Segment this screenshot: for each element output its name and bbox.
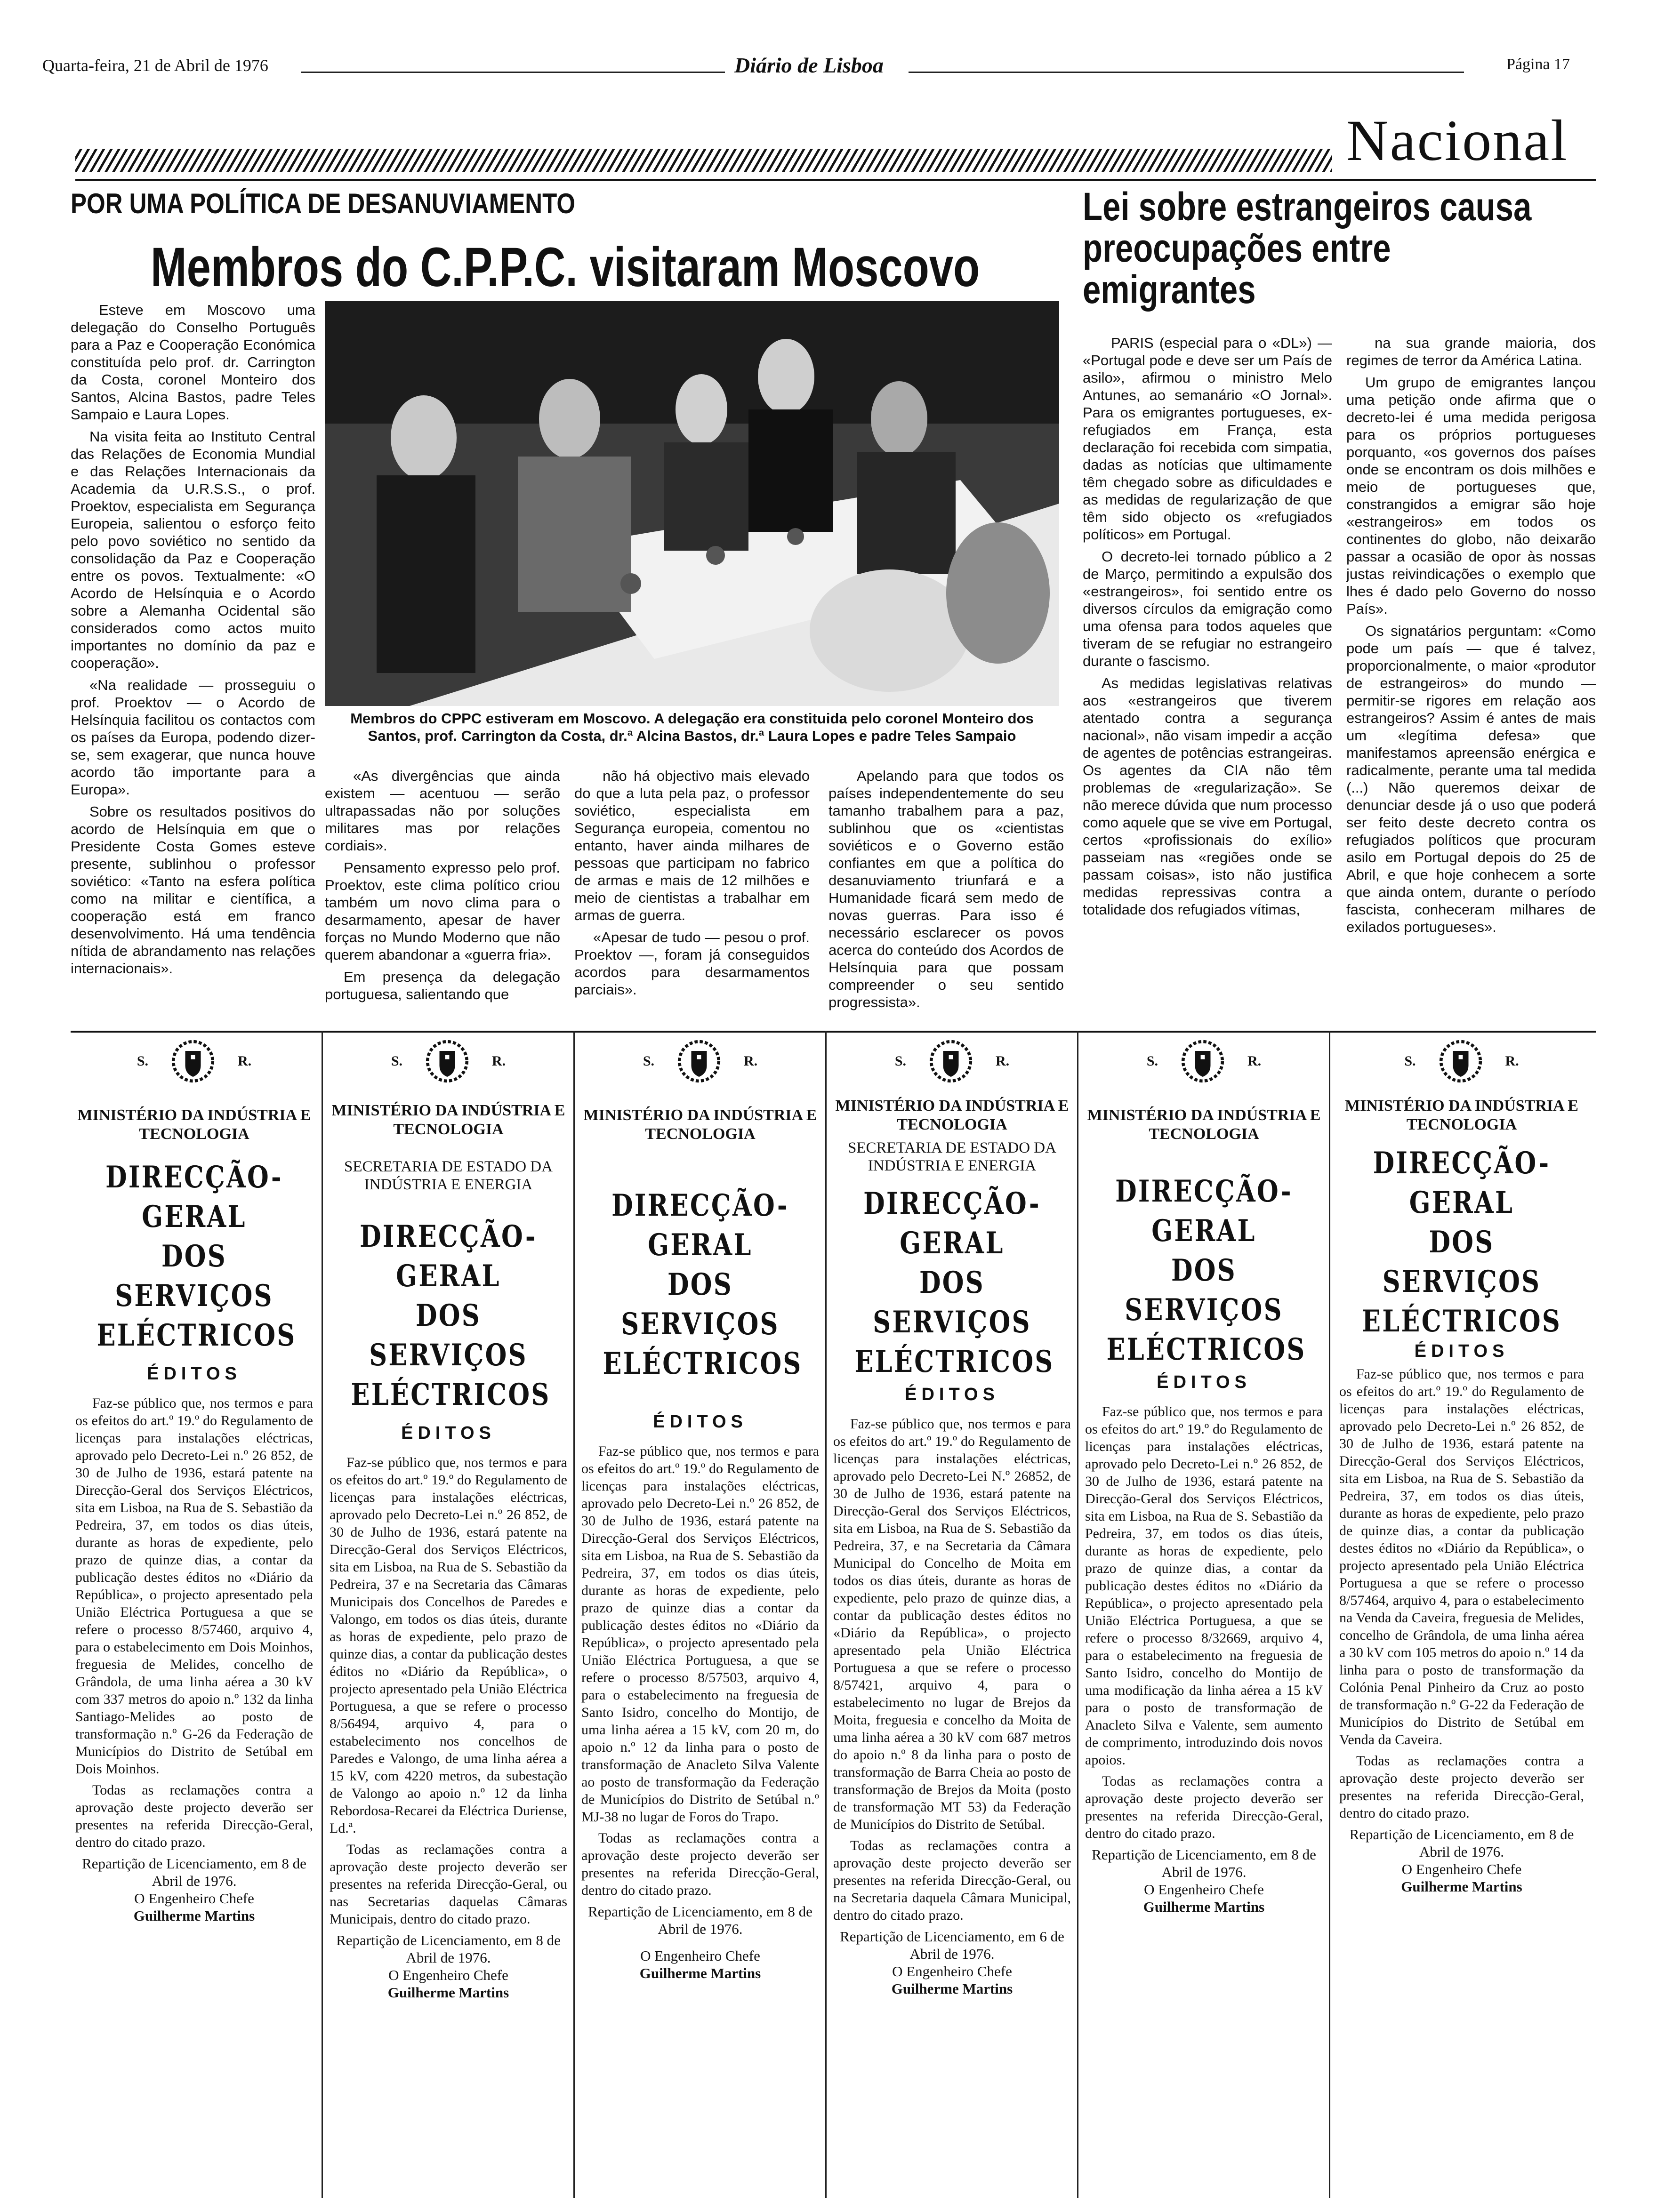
seal-letter-left: S. [391,1053,402,1069]
article2-paragraph: O decreto-lei tornado público a 2 de Março, permitindo a expulsão dos «estrangeiros», foi sentido entre os diversos círculos da emigração como uma ofensa para todos aqueles que tiveram de se refugiar no estrangeiro durante o fascismo. [1083,548,1332,669]
coat-of-arms-icon [421,1035,473,1087]
notices-rule [71,1031,1596,1033]
date-rule [301,72,725,73]
coat-of-arms-icon [1177,1035,1229,1087]
notice-divider [1077,1031,1078,2198]
notice-paragraph: Todas as reclamações contra a aprovação deste projecto deverão ser presentes na referida Direcção-Geral, dentro do citado prazo. [75,1782,313,1850]
notice-paragraph: Faz-se público que, nos termos e para os efeitos do art.º 19.º do Regulamento de licenças para instalações eléctricas, aprovado pelo Decreto-Lei n.º 26 852, de 30 de Julho de 1936, estará patente na Direcção-Geral dos Serviços Eléctricos, sita em Lisboa, na Rua de S. Sebastião da Pedreira, 37, em todos os dias úteis, durante as horas de expediente, pelo prazo de quinze dias, a contar da publicação destes éditos no «Diário da República», o projecto apresentado pela União Eléctrica Portuguesa a que se refere o processo 8/57460, arquivo 4, para o estabelecimento em Dois Moinhos, freguesia de Melides, concelho de Grândola, de uma linha aérea a 30 kV com 337 metros do apoio n.º 132 da linha Santiago-Melides ao posto de transformação n.º G-26 da Federação de Municípios do Distrito de Setúbal em Dois Moinhos. [75,1395,313,1777]
article2-column-2 [1346,334,1596,1035]
directorate-title-line: DIRECÇÃO-GERAL [611,1188,789,1263]
editos-heading: ÉDITOS [1157,1372,1251,1392]
state-seal [581,1035,819,1087]
page-number: Página 17 [1506,56,1570,73]
notice-paragraph: Todas as reclamações contra a aprovação deste projecto deverão ser presentes na referida Direcção-Geral, ou nas Secretarias daquelas Câmaras Municipais, dentro do citado prazo. [330,1842,567,1927]
article2-column-1 [1083,334,1332,1035]
signer-name: Guilherme Martins [133,1907,255,1924]
name-rule [909,72,1464,73]
notice-body [1085,1403,1323,1842]
directorate-title-line: DIRECÇÃO-GERAL [863,1186,1041,1261]
article1-paragraph: Sobre os resultados positivos do acordo de Helsínquia em que o Presidente Costa Gomes esteve presente, sublinhou o professor soviético: «Tanto na esfera política como na militar e científica, a cooperação está em franco desenvolvimento. Há uma tendência nítida de abrandamento nas relações internacionais». [71,803,315,977]
notice-divider [573,1031,575,2198]
coat-of-arms-icon [167,1035,219,1087]
signer-title: O Engenheiro Chefe [1401,1861,1522,1877]
notice-paragraph: Todas as reclamações contra a aprovação deste projecto deverão ser presentes na referida Direcção-Geral, dentro do citado prazo. [1339,1753,1584,1821]
ministry-name: MINISTÉRIO DA INDÚSTRIA E TECNOLOGIA [331,1102,565,1138]
seal-letter-left: S. [137,1053,148,1069]
notice-divider [825,1031,827,2198]
state-seal [75,1035,313,1087]
editos-heading: ÉDITOS [147,1364,241,1384]
delegation-photo [325,301,1059,706]
signer-title: O Engenheiro Chefe [640,1948,760,1964]
signer-name: Guilherme Martins [891,1980,1013,1997]
place-date: Repartição de Licenciamento, em 8 de Abril de 1976. [1349,1826,1574,1860]
article1-column-3 [574,767,810,1031]
article1-paragraph: «Apesar de tudo — pesou o prof. Proektov —, foram já conseguidos acordos para desarmamentos parciais». [574,929,810,998]
state-seal [330,1035,567,1087]
editos-heading: ÉDITOS [653,1412,748,1432]
notice-body [1339,1365,1584,1822]
state-seal [833,1035,1071,1087]
notice-paragraph: Todas as reclamações contra a aprovação deste projecto deverão ser presentes na referida Direcção-Geral, dentro do citado prazo. [1085,1773,1323,1841]
article1-paragraph: «As divergências que ainda existem — acentuou — serão ultrapassadas não por soluções militares mas por relações cordiais». [325,768,560,854]
signer-name: Guilherme Martins [387,1984,509,2001]
photo-caption: Membros do CPPC estiveram em Moscovo. A delegação era constituida pelo coronel Monteiro dos Santos, prof. Carrington da Costa, dr.ª Alcina Bastos, dr.ª Laura Lopes e padre Teles Sampaio [350,710,1034,744]
place-date: Repartição de Licenciamento, em 8 de Abril de 1976. [336,1932,561,1966]
directorate-title-line: DOS SERVIÇOS [1382,1225,1541,1299]
page-date: Quarta-feira, 21 de Abril de 1976 [42,56,268,75]
article1-paragraph: Na visita feita ao Instituto Central das Relações de Economia Mundial e das Relações Internacionais da Academia da U.R.S.S., o prof. Proektov, especialista em Segurança Europeia, salientou o esforço feito pelo povo soviético no sentido da consolidação da Paz e Cooperação entre os povos. Textualmente: «O Acordo de Helsínquia e o Acordo sobre a Alemanha Ocidental são considerados como actos muito importantes no domínio da paz e cooperação». [71,428,315,671]
place-date: Repartição de Licenciamento, em 8 de Abril de 1976. [588,1903,812,1937]
signer-title: O Engenheiro Chefe [892,1963,1012,1980]
article1-paragraph: Esteve em Moscovo uma delegação do Conselho Português para a Paz e Cooperação Económica constituída pelo prof. dr. Carrington da Costa, coronel Monteiro dos Santos, Alcina Bastos, padre Teles Sampaio e Laura Lopes. [71,302,315,423]
notice-paragraph: Faz-se público que, nos termos e para os efeitos do art.º 19.º do Regulamento de licenças para instalações eléctricas, aprovado pelo Decreto-Lei n.º 26 852, de 30 de Julho de 1936, estará patente na Direcção-Geral dos Serviços Eléctricos, sita em Lisboa, na Rua de S. Sebastião da Pedreira, 37 e na Secretaria das Câmaras Municipais dos Concelhos de Paredes e Valongo, em todos os dias úteis, durante as horas de expediente, pelo prazo de quinze dias, a contar da publicação destes éditos no «Diário da República», o projecto apresentado pela União Eléctrica Portuguesa, a que se refere o processo 8/56494, arquivo 4, para o estabelecimento nos concelhos de Paredes e Valongo, de uma linha aérea a 15 kV, com 4220 metros, da subestação de Valongo ao apoio n.º 12 da linha Rebordosa-Recarei da Eléctrica Duriense, Ld.ª. [330,1455,567,1836]
edict-notice-6 [1339,1035,1584,2203]
ministry-name: MINISTÉRIO DA INDÚSTRIA E TECNOLOGIA [583,1106,817,1143]
editos-heading: ÉDITOS [905,1385,999,1404]
place-date: Repartição de Licenciamento, em 6 de Abril de 1976. [840,1928,1064,1962]
ministry-name: MINISTÉRIO DA INDÚSTRIA E TECNOLOGIA [835,1097,1069,1133]
editos-heading: ÉDITOS [1414,1341,1509,1361]
article2-paragraph: na sua grande maioria, dos regimes de terror da América Latina. [1346,335,1596,369]
signer-title: O Engenheiro Chefe [1144,1881,1264,1898]
section-rule [75,179,1596,181]
coat-of-arms-icon [1435,1035,1487,1087]
notice-paragraph: Faz-se público que, nos termos e para os efeitos do art.º 19.º do Regulamento de licenças para instalações eléctricas, aprovado pelo Decreto-Lei n.º 26 852, de 30 de Julho de 1936, estará patente na Direcção-Geral dos Serviços Eléctricos, sita em Lisboa, na Rua de S. Sebastião da Pedreira, 37, em todos os dias úteis, durante as horas de expediente, pelo prazo de quinze dias, a contar da publicação destes éditos no «Diário da República», o projecto apresentado pela União Eléctrica Portuguesa, a que se refere o processo 8/32669, arquivo 4, para o estabelecimento na freguesia de Santo Isidro, concelho do Montijo de uma modificação da linha aérea a 15 kV para o posto de transformação de Anacleto Silva e Valente, sem aumento de comprimento, introduzindo dois novos apoios. [1085,1404,1323,1768]
seal-letter-left: S. [1146,1053,1158,1069]
signer-title: O Engenheiro Chefe [388,1967,508,1983]
seal-letter-right: R. [996,1053,1010,1069]
state-seal [1339,1035,1584,1087]
directorate-title-line: DOS SERVIÇOS [369,1298,528,1373]
directorate-title [1106,1172,1306,1370]
notice-divider [1329,1031,1330,2198]
notice-paragraph: Faz-se público que, nos termos e para os efeitos do art.º 19.º do Regulamento de licenças para instalações eléctricas, aprovado pelo Decreto-Lei N.º 26852, de 30 de Julho de 1936, estará patente na Direcção-Geral dos Serviços Eléctricos, sita em Lisboa, na Rua de S. Sebastião da Pedreira, 37, e na Secretaria da Câmara Municipal do Concelho de Moita em todos os dias úteis, durante as horas de expediente, pelo prazo de quinze dias, a contar da publicação destes éditos no «Diário da República», o projecto apresentado pela União Eléctrica Portuguesa a que se refere o processo 8/57421, arquivo 4, para o estabelecimento no lugar de Brejos da Moita, freguesia e concelho da Moita de uma linha aérea a 30 kV com 687 metros do apoio n.º 8 da linha para o posto de transformação de Barra Cheia ao posto de transformação de Brejos da Moita (posto de transformação MT 53) da Federação de Municípios do Distrito de Setúbal. [833,1416,1071,1832]
directorate-title-line: DIRECÇÃO-GERAL [1373,1146,1551,1220]
seal-letter-left: S. [1404,1053,1416,1069]
signer-name: Guilherme Martins [1143,1899,1265,1915]
state-seal [1085,1035,1323,1087]
seal-letter-left: S. [643,1053,654,1069]
ministry-name: MINISTÉRIO DA INDÚSTRIA E TECNOLOGIA [1087,1106,1321,1143]
signer-title: O Engenheiro Chefe [134,1890,254,1907]
article1-headline: Membros do C.P.P.C. visitaram Moscovo [151,236,980,298]
article1-paragraph: não há objectivo mais elevado do que a luta pela paz, o professor soviético, especialista em Segurança europeia, comentou no entanto, haver ainda milhares de pessoas que participam no fabrico de armas e mais de 12 milhões e meio de cientistas a trabalhar em armas de guerra. [574,768,810,923]
directorate-title-line: ELÉCTRICOS [1361,1304,1562,1339]
place-date: Repartição de Licenciamento, em 8 de Abril de 1976. [1092,1846,1316,1880]
notice-divider [322,1031,323,2198]
directorate-title-line: ELÉCTRICOS [1106,1332,1306,1367]
coat-of-arms-icon [925,1035,977,1087]
notice-body [833,1415,1071,1924]
article1-paragraph: Apelando para que todos os países independentemente do seu tamanho trabalhem para a paz, sublinhou que os «cientistas soviéticos e o Governo estão confiantes em que a política do desanuviamento triunfará e a Humanidade ficará sem medo de novas guerras. Para isso é necessário esclarecer os povos acerca do conteúdo dos Acordos de Helsínquia para que possam compreender o seu sentido progressista». [828,768,1064,1010]
directorate-title [603,1186,803,1384]
signer-name: Guilherme Martins [639,1965,761,1981]
directorate-title-line: DOS SERVIÇOS [621,1267,780,1342]
article1-paragraph: «Na realidade — prosseguiu o prof. Proektov — o Acordo de Helsínquia facilitou os contactos com os países da Europa, podendo dizer-se, sem exagerar, que nunca houve acordo tão importante para a Europa». [71,677,315,798]
place-date: Repartição de Licenciamento, em 8 de Abril de 1976. [82,1855,306,1889]
directorate-title [97,1158,297,1355]
notice-body [581,1443,819,1899]
article2-paragraph: Um grupo de emigrantes lançou uma petição onde afirma que o decreto-lei é uma medida perigosa para os próprios portugueses porquanto, «os governos dos países onde se encontram os dois milhões e meio de portugueses que, constrangidos a emigrar são hoje «estrangeiros» em todos os continentes do globo, não deixarão passar a ocasião de opor às nossas justas reivindicações o exemplo que lhes é dado pelo Governo do nosso País». [1346,374,1596,617]
article2-paragraph: PARIS (especial para o «DL») — «Portugal pode e deve ser um País de asilo», afirmou o ministro Melo Antunes, ao semanário «O Jornal». Para os emigrantes portugueses, ex-refugiados em França, esta declaração foi recebida com simpatia, dadas as notícias que ultimamente têm chegado sobre as dificuldades e as medidas de regularização de que têm sido objecto os «refugiados políticos» em Portugal. [1083,335,1332,543]
directorate-title-line: DIRECÇÃO-GERAL [360,1219,537,1294]
directorate-title-line: DOS SERVIÇOS [1125,1253,1283,1328]
secretariat-name: SECRETARIA DE ESTADO DA INDÚSTRIA E ENERGIA [344,1158,553,1193]
article1-column-2 [325,767,560,1031]
seal-letter-right: R. [1505,1053,1519,1069]
section-title: Nacional [1346,108,1569,173]
seal-letter-right: R. [492,1053,506,1069]
newspaper-name: Diário de Lisboa [734,53,884,77]
directorate-title-line: DOS SERVIÇOS [873,1265,1031,1340]
ministry-name: MINISTÉRIO DA INDÚSTRIA E TECNOLOGIA [1345,1097,1578,1133]
article1-paragraph: Pensamento expresso pelo prof. Proektov, este clima político criou também um novo clima para o desarmamento, apesar de haver forças no Mundo Moderno que não querem abandonar a «guerra fria». [325,859,560,963]
editos-heading: ÉDITOS [401,1423,496,1443]
delegation-photo-illustration [325,301,1059,706]
directorate-title [854,1184,1054,1382]
notice-paragraph: Todas as reclamações contra a aprovação deste projecto deverão ser presentes na referida Direcção-Geral, dentro do citado prazo. [581,1830,819,1898]
directorate-title-line: ELÉCTRICOS [854,1344,1054,1379]
directorate-title [351,1217,551,1415]
section-hatch-band [75,149,1332,172]
article2-headline: Lei sobre estrangeiros causa preocupações entre emigrantes [1083,184,1532,312]
notice-paragraph: Faz-se público que, nos termos e para os efeitos do art.º 19.º do Regulamento de licenças para instalações eléctricas, aprovado pelo Decreto-Lei n.º 26 852, de 30 de Julho de 1936, estará patente na Direcção-Geral dos Serviços Eléctricos, sita em Lisboa, na Rua de S. Sebastião da Pedreira, 37, em todos os dias úteis, durante as horas de expediente, pelo prazo de quinze dias a contar da publicação destes éditos no «Diário da República», o projecto apresentado pela União Eléctrica Portuguesa, a que se refere o processo 8/57503, arquivo 4, para o estabelecimento na freguesia de Santo Isidro, concelho do Montijo, de uma linha aérea a 15 kV, com 20 m, do apoio n.º 12 da linha para o posto de transformação de Anacleto Silva Valente ao posto de transformação da Federação de Municípios do Distrito de Setúbal n.º MJ-38 no lugar de Foros do Trapo. [581,1443,819,1825]
edict-notice-4 [833,1035,1071,2203]
coat-of-arms-icon [673,1035,725,1087]
article1-column-1 [71,301,315,1035]
ministry-name: MINISTÉRIO DA INDÚSTRIA E TECNOLOGIA [77,1106,311,1143]
edict-notice-2 [330,1035,567,2203]
edict-notice-3 [581,1035,819,2203]
article2-paragraph: As medidas legislativas relativas aos «estrangeiros que tiverem atentado contra a segurança nacional», não visam impedir a acção de agentes de potências estrangeiras. Os agentes da CIA não têm problemas de «regularização». Se não merece dúvida que num processo como aquele que se vive em Portugal, certos «profissionais do exílio» passeiam nas «regiões onde se passam coisas», isto não justifica medidas repressivas contra a totalidade dos refugiados vítimas, [1083,675,1332,918]
directorate-title-line: ELÉCTRICOS [351,1377,551,1412]
seal-letter-right: R. [1247,1053,1262,1069]
edict-notice-1 [75,1035,313,2203]
directorate-title [1361,1144,1562,1341]
directorate-title-line: ELÉCTRICOS [97,1318,297,1353]
notice-paragraph: Faz-se público que, nos termos e para os efeitos do art.º 19.º do Regulamento de licenças para instalações eléctricas, aprovado pelo Decreto-Lei n.º 26 852, de 30 de Julho de 1936, estará patente na Direcção-Geral dos Serviços Eléctricos, sita em Lisboa, na Rua de S. Sebastião da Pedreira, 37, em todos os dias úteis, durante as horas de expediente, pelo prazo de quinze dias, a contar da publicação destes éditos no «Diário da República», o projecto apresentado pela União Eléctrica Portuguesa a que se refere o processo 8/57464, arquivo 4, para o estabelecimento na Venda da Caveira, freguesia de Melides, concelho de Grândola, de uma linha aérea a 30 kV com 105 metros do apoio n.º 14 da linha para o posto de transformação da Colónia Penal Pinheiro da Cruz ao posto de transformação n.º G-22 da Federação de Municípios do Distrito de Setúbal em Venda da Caveira. [1339,1366,1584,1747]
seal-letter-right: R. [744,1053,758,1069]
directorate-title-line: DOS SERVIÇOS [115,1239,273,1314]
article1-paragraph: Em presença da delegação portuguesa, salientando que [325,969,560,1002]
article1-column-4 [828,767,1064,1031]
notice-body [75,1395,313,1851]
notice-body [330,1454,567,1928]
directorate-title-line: DIRECÇÃO-GERAL [1115,1174,1293,1249]
signer-name: Guilherme Martins [1401,1878,1522,1895]
article1-kicker: POR UMA POLÍTICA DE DESANUVIAMENTO [71,188,575,219]
seal-letter-left: S. [894,1053,906,1069]
seal-letter-right: R. [238,1053,252,1069]
notice-paragraph: Todas as reclamações contra a aprovação deste projecto deverão ser presentes na referida Direcção-Geral, ou na Secretaria daquela Câmara Municipal, dentro do citado prazo. [833,1838,1071,1923]
article2-paragraph: Os signatários perguntam: «Como pode um país — que é talvez, proporcionalmente, o maior «produtor de estrangeiros» do mundo — permitir-se rigores em relação aos estrangeiros? Assim é antes de mais um «legítima defesa» que manifestamos apreensão enérgica e radicalmente, perante uma tal medida (...) Não queremos deixar de denunciar desde já o uso que poderá ser feito deste decreto contra os refugiados políticos que procuram asilo em Portugal depois do 25 de Abril, e que hoje conhecem a sorte que ainda ontem, durante o período fascista, conheceram milhares de exilados portugueses». [1346,623,1596,935]
secretariat-name: SECRETARIA DE ESTADO DA INDÚSTRIA E ENERGIA [848,1139,1056,1174]
directorate-title-line: ELÉCTRICOS [603,1346,803,1381]
directorate-title-line: DIRECÇÃO-GERAL [105,1160,283,1234]
edict-notice-5 [1085,1035,1323,2203]
